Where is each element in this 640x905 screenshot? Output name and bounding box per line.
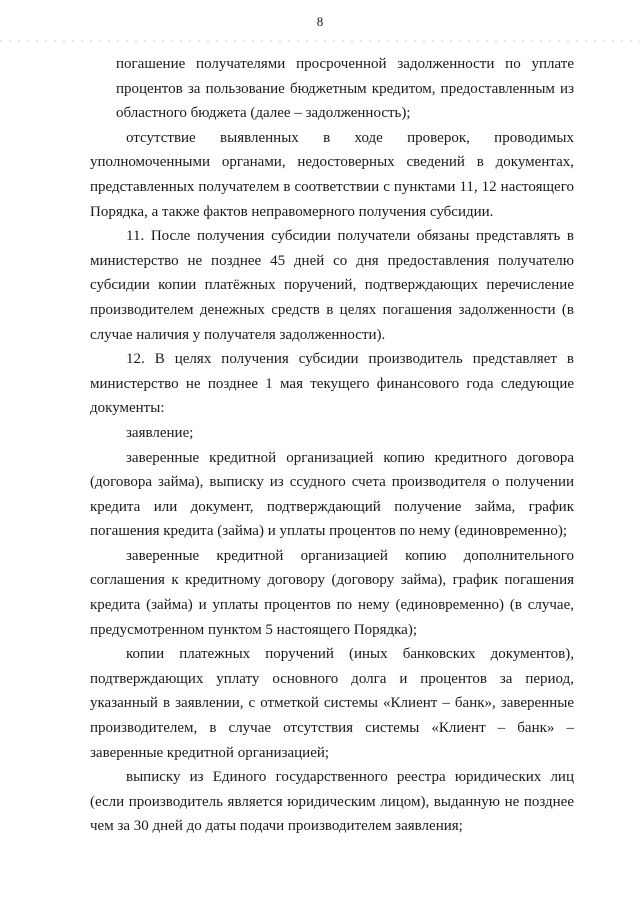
paragraph-application: заявление; [126,424,194,441]
scan-artifact-line [0,40,640,42]
paragraph-clause-11: 11. После получения субсидии получатели обязаны представлять в министерство не позднее 45 дней со дня предоставления получателю субсидии копии платёжных поручений, подтверждающих перечисление производителем денежных средств в целях погашения задолженности (в случае наличия у получателя задолженности). [90,228,574,343]
paragraph-registry-extract: выписку из Единого государственного реестра юридических лиц (если производитель является юридическим лицом), выданную не позднее чем за 30 дней до даты подачи производителем заявления; [90,769,574,835]
document-body [90,52,574,839]
paragraph-supplementary-agreement: заверенные кредитной организацией копию дополнительного соглашения к кредитному договору (договору займа), график погашения кредита (займа) и уплаты процентов по нему (единовременно) (в случае, предусмотренном пунктом 5 настоящего Порядка); [90,547,574,638]
paragraph-no-false-info: отсутствие выявленных в ходе проверок, проводимых уполномоченными органами, недостоверных сведений в документах, представленных получателем в соответствии с пунктами 11, 12 настоящего Порядка, а также фактов неправомерного получения субсидии. [90,129,574,220]
paragraph-repayment-condition: погашение получателями просроченной задолженности по уплате процентов за пользование бюджетным кредитом, предоставленным из областного бюджета (далее – задолженность); [116,56,574,122]
page-number: 8 [316,14,324,29]
paragraph-clause-12: 12. В целях получения субсидии производитель представляет в министерство не позднее 1 мая текущего финансового года следующие документы: [90,351,574,417]
paragraph-loan-agreement: заверенные кредитной организацией копию кредитного договора (договора займа), выписку из ссудного счета производителя о получении кредита или документ, подтверждающий получение займа, график погашения кредита (займа) и уплаты процентов по нему (единовременно); [90,449,574,540]
paragraph-payment-orders: копии платежных поручений (иных банковских документов), подтверждающих уплату основного долга и процентов за период, указанный в заявлении, с отметкой системы «Клиент – банк», заверенные производителем, в случае отсутствия системы «Клиент – банк» – заверенные кредитной организацией; [90,646,574,761]
